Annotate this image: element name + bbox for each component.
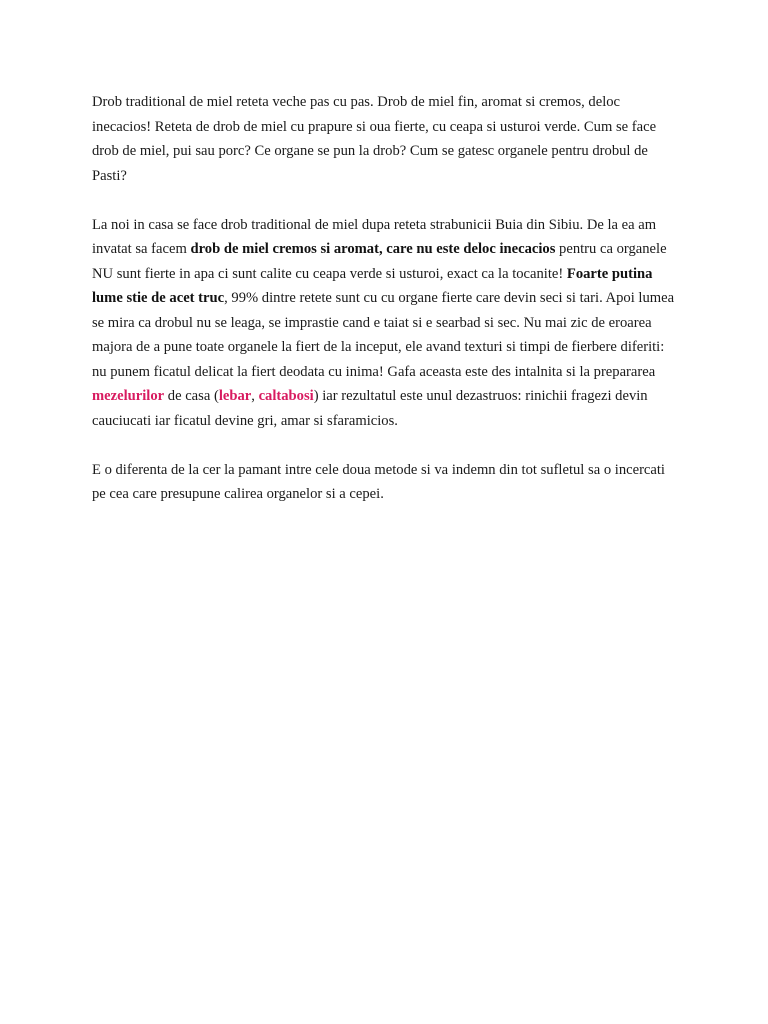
bold-phrase-creamy-drob: drob de miel cremos si aromat, care nu este deloc inecacios [190,241,556,257]
intro-text: Drob traditional de miel reteta veche pas cu pas. Drob de miel fin, aromat si cremos, deloc inecacios! Reteta de drob de miel cu prapure si oua fierte, cu ceapa si usturoi verde. Cum se face drob de miel, pui sau porc? Ce organe se pun la drob? Cum se gatesc organele pentru drobul de Pasti? [92,94,657,184]
text-run: , [251,388,259,404]
text-run: de casa ( [164,388,219,404]
article-body [92,90,682,531]
paragraph-family-recipe [92,213,682,434]
link-lebar[interactable]: lebar [218,388,252,404]
bold-phrase-trick: Foarte putina lume stie de acet truc [92,265,653,306]
conclusion-text: E o diferenta de la cer la pamant intre cele doua metode si va indemn din tot sufletul sa o incercati pe cea care presupune calirea organelor si a cepei. [92,461,665,502]
paragraph-intro [92,90,682,188]
text-run: ) iar rezultatul este unul dezastruos: rinichii fragezi devin cauciucati iar ficatul devine gri, amar si sfaramicios. [92,388,648,429]
paragraph-conclusion [92,458,682,507]
link-mezelurilor[interactable]: mezelurilor [92,388,165,404]
text-run: pentru ca organele NU sunt fierte in apa ci sunt calite cu ceapa verde si usturoi, exact ca la tocanite! [92,241,667,282]
link-caltabosi[interactable]: caltabosi [258,388,314,404]
text-run: , 99% dintre retete sunt cu cu organe fierte care devin seci si tari. Apoi lumea se mira ca drobul nu se leaga, se imprastie cand e taiat si e searbad si sec. Nu mai zic de eroarea majora de a pune toate organele la fiert de la inceput, ele avand texturi si timpi de fierbere diferiti: nu punem ficatul delicat la fiert deodata cu inima! Gafa aceasta este des intalnita si la prepararea [92,290,675,380]
text-run: La noi in casa se face drob traditional de miel dupa reteta strabunicii Buia din Sibiu. De la ea am invatat sa facem [92,216,657,257]
